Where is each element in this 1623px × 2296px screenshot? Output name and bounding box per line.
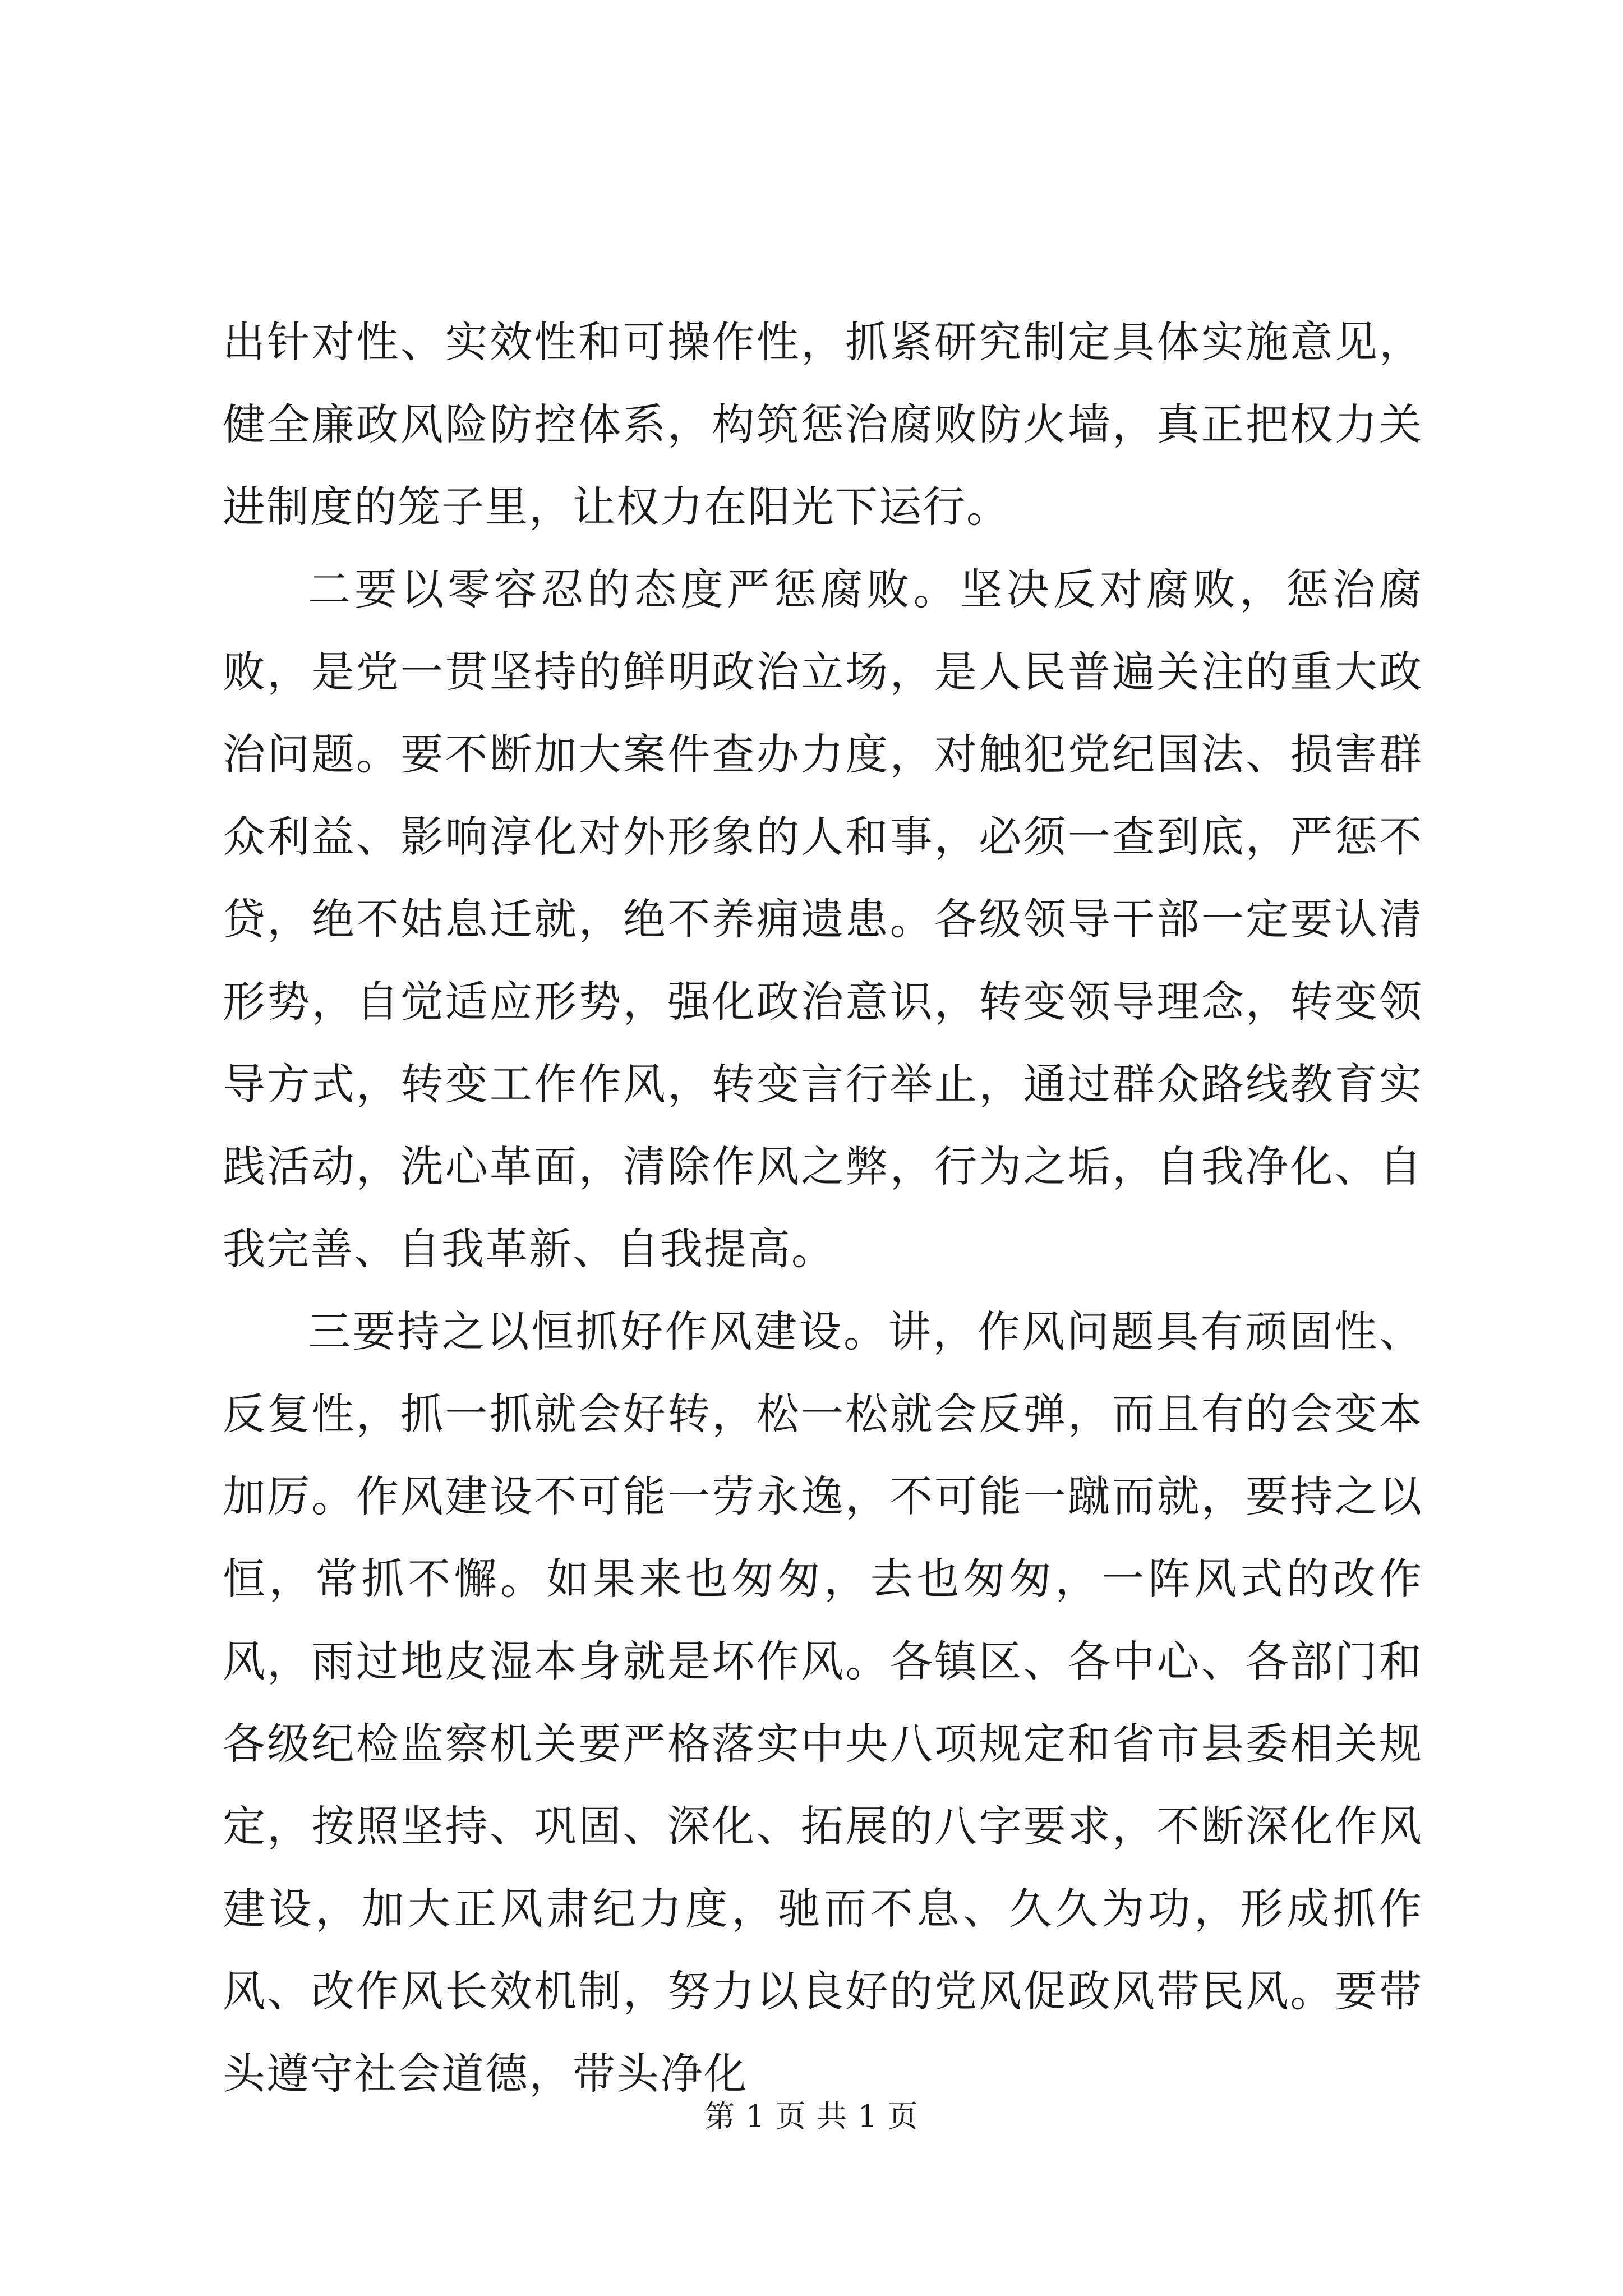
paragraph-point-three: 三要持之以恒抓好作风建设。讲，作风问题具有顽固性、反复性，抓一抓就会好转，松一松就会反弹，而且有的会变本加厉。作风建设不可能一劳永逸，不可能一蹴而就，要持之以恒，常抓不懈。如果来也匆匆，去也匆匆，一阵风式的改作风，雨过地皮湿本身就是坏作风。各镇区、各中心、各部门和各级纪检监察机关要严格落实中央八项规定和省市县委相关规定，按照坚持、巩固、深化、拓展的八字要求，不断深化作风建设，加大正风肃纪力度，驰而不息、久久为功，形成抓作风、改作风长效机制，努力以良好的党风促政风带民风。要带头遵守社会道德，带头净化 bbox=[223, 1306, 1423, 2099]
document-body bbox=[223, 301, 1423, 2115]
page-footer: 第 1 页 共 1 页 bbox=[704, 2099, 919, 2134]
paragraph-continuation: 出针对性、实效性和可操作性，抓紧研究制定具体实施意见，健全廉政风险防控体系，构筑惩治腐败防火墙，真正把权力关进制度的笼子里，让权力在阳光下运行。 bbox=[223, 317, 1423, 532]
paragraph-point-two: 二要以零容忍的态度严惩腐败。坚决反对腐败，惩治腐败，是党一贯坚持的鲜明政治立场，是人民普遍关注的重大政治问题。要不断加大案件查办力度，对触犯党纪国法、损害群众利益、影响淳化对外形象的人和事，必须一查到底，严惩不贷，绝不姑息迁就，绝不养痈遗患。各级领导干部一定要认清形势，自觉适应形势，强化政治意识，转变领导理念，转变领导方式，转变工作作风，转变言行举止，通过群众路线教育实践活动，洗心革面，清除作风之弊，行为之垢，自我净化、自我完善、自我革新、自我提高。 bbox=[223, 564, 1423, 1274]
